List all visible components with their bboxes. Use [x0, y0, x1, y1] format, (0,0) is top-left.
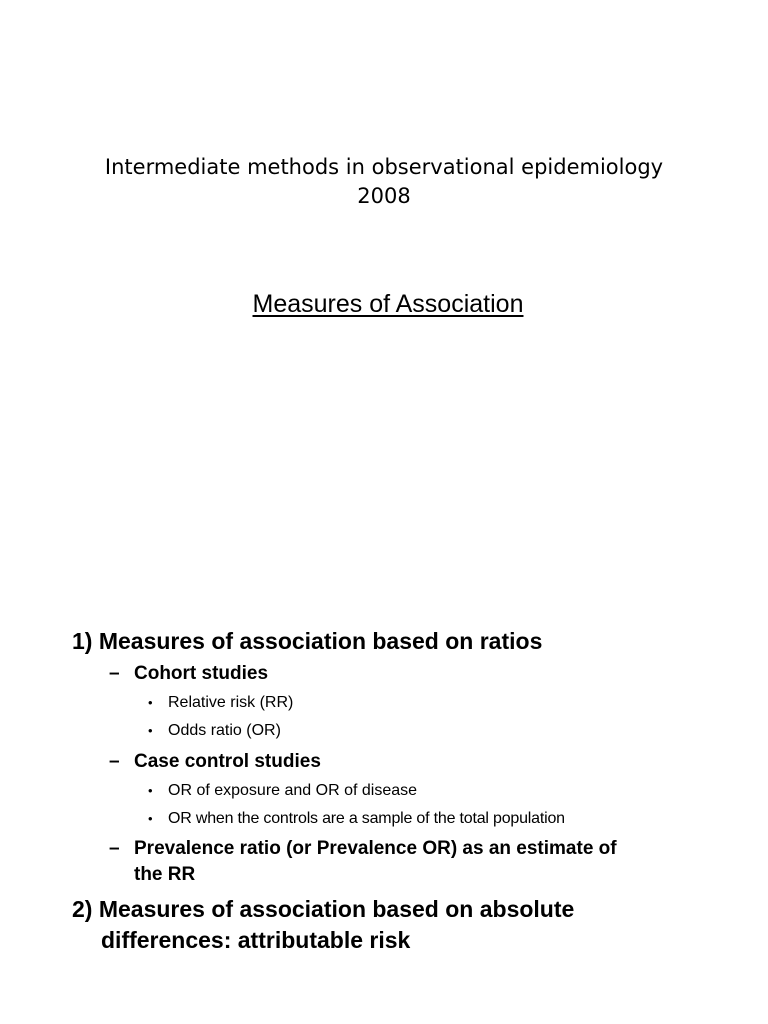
- bullet-marker: •: [148, 723, 153, 738]
- list-item-label-line-2: the RR: [134, 864, 196, 885]
- dash-marker: –: [109, 838, 120, 859]
- course-title-line-2: 2008: [357, 184, 411, 208]
- slide-title: Measures of Association: [252, 290, 524, 318]
- list-item-label: Relative risk (RR): [168, 694, 294, 711]
- list-item-label-line-2: differences: attributable risk: [101, 927, 411, 953]
- list-item-label: Case control studies: [134, 751, 321, 772]
- list-item-label-line-1: 2) Measures of association based on absolute: [72, 896, 575, 922]
- dash-marker: –: [109, 751, 120, 772]
- course-title-line-1: Intermediate methods in observational epidemiology: [104, 155, 664, 179]
- bullet-marker: •: [148, 695, 153, 710]
- list-item-label: OR when the controls are a sample of the total population: [168, 810, 565, 827]
- list-item-absolute-differences: [72, 894, 692, 956]
- list-item-ratios: 1) Measures of association based on ratios: [72, 628, 543, 654]
- bullet-marker: •: [148, 783, 153, 798]
- course-title: [0, 153, 768, 211]
- list-item-label: OR of exposure and OR of disease: [168, 782, 418, 799]
- list-item-label: Odds ratio (OR): [168, 722, 281, 739]
- list-item-prevalence-ratio: [109, 836, 729, 888]
- list-item-label: Cohort studies: [134, 663, 269, 684]
- dash-marker: –: [109, 663, 120, 684]
- list-item-label-line-1: Prevalence ratio (or Prevalence OR) as an estimate of: [134, 838, 617, 859]
- bullet-marker: •: [148, 811, 153, 826]
